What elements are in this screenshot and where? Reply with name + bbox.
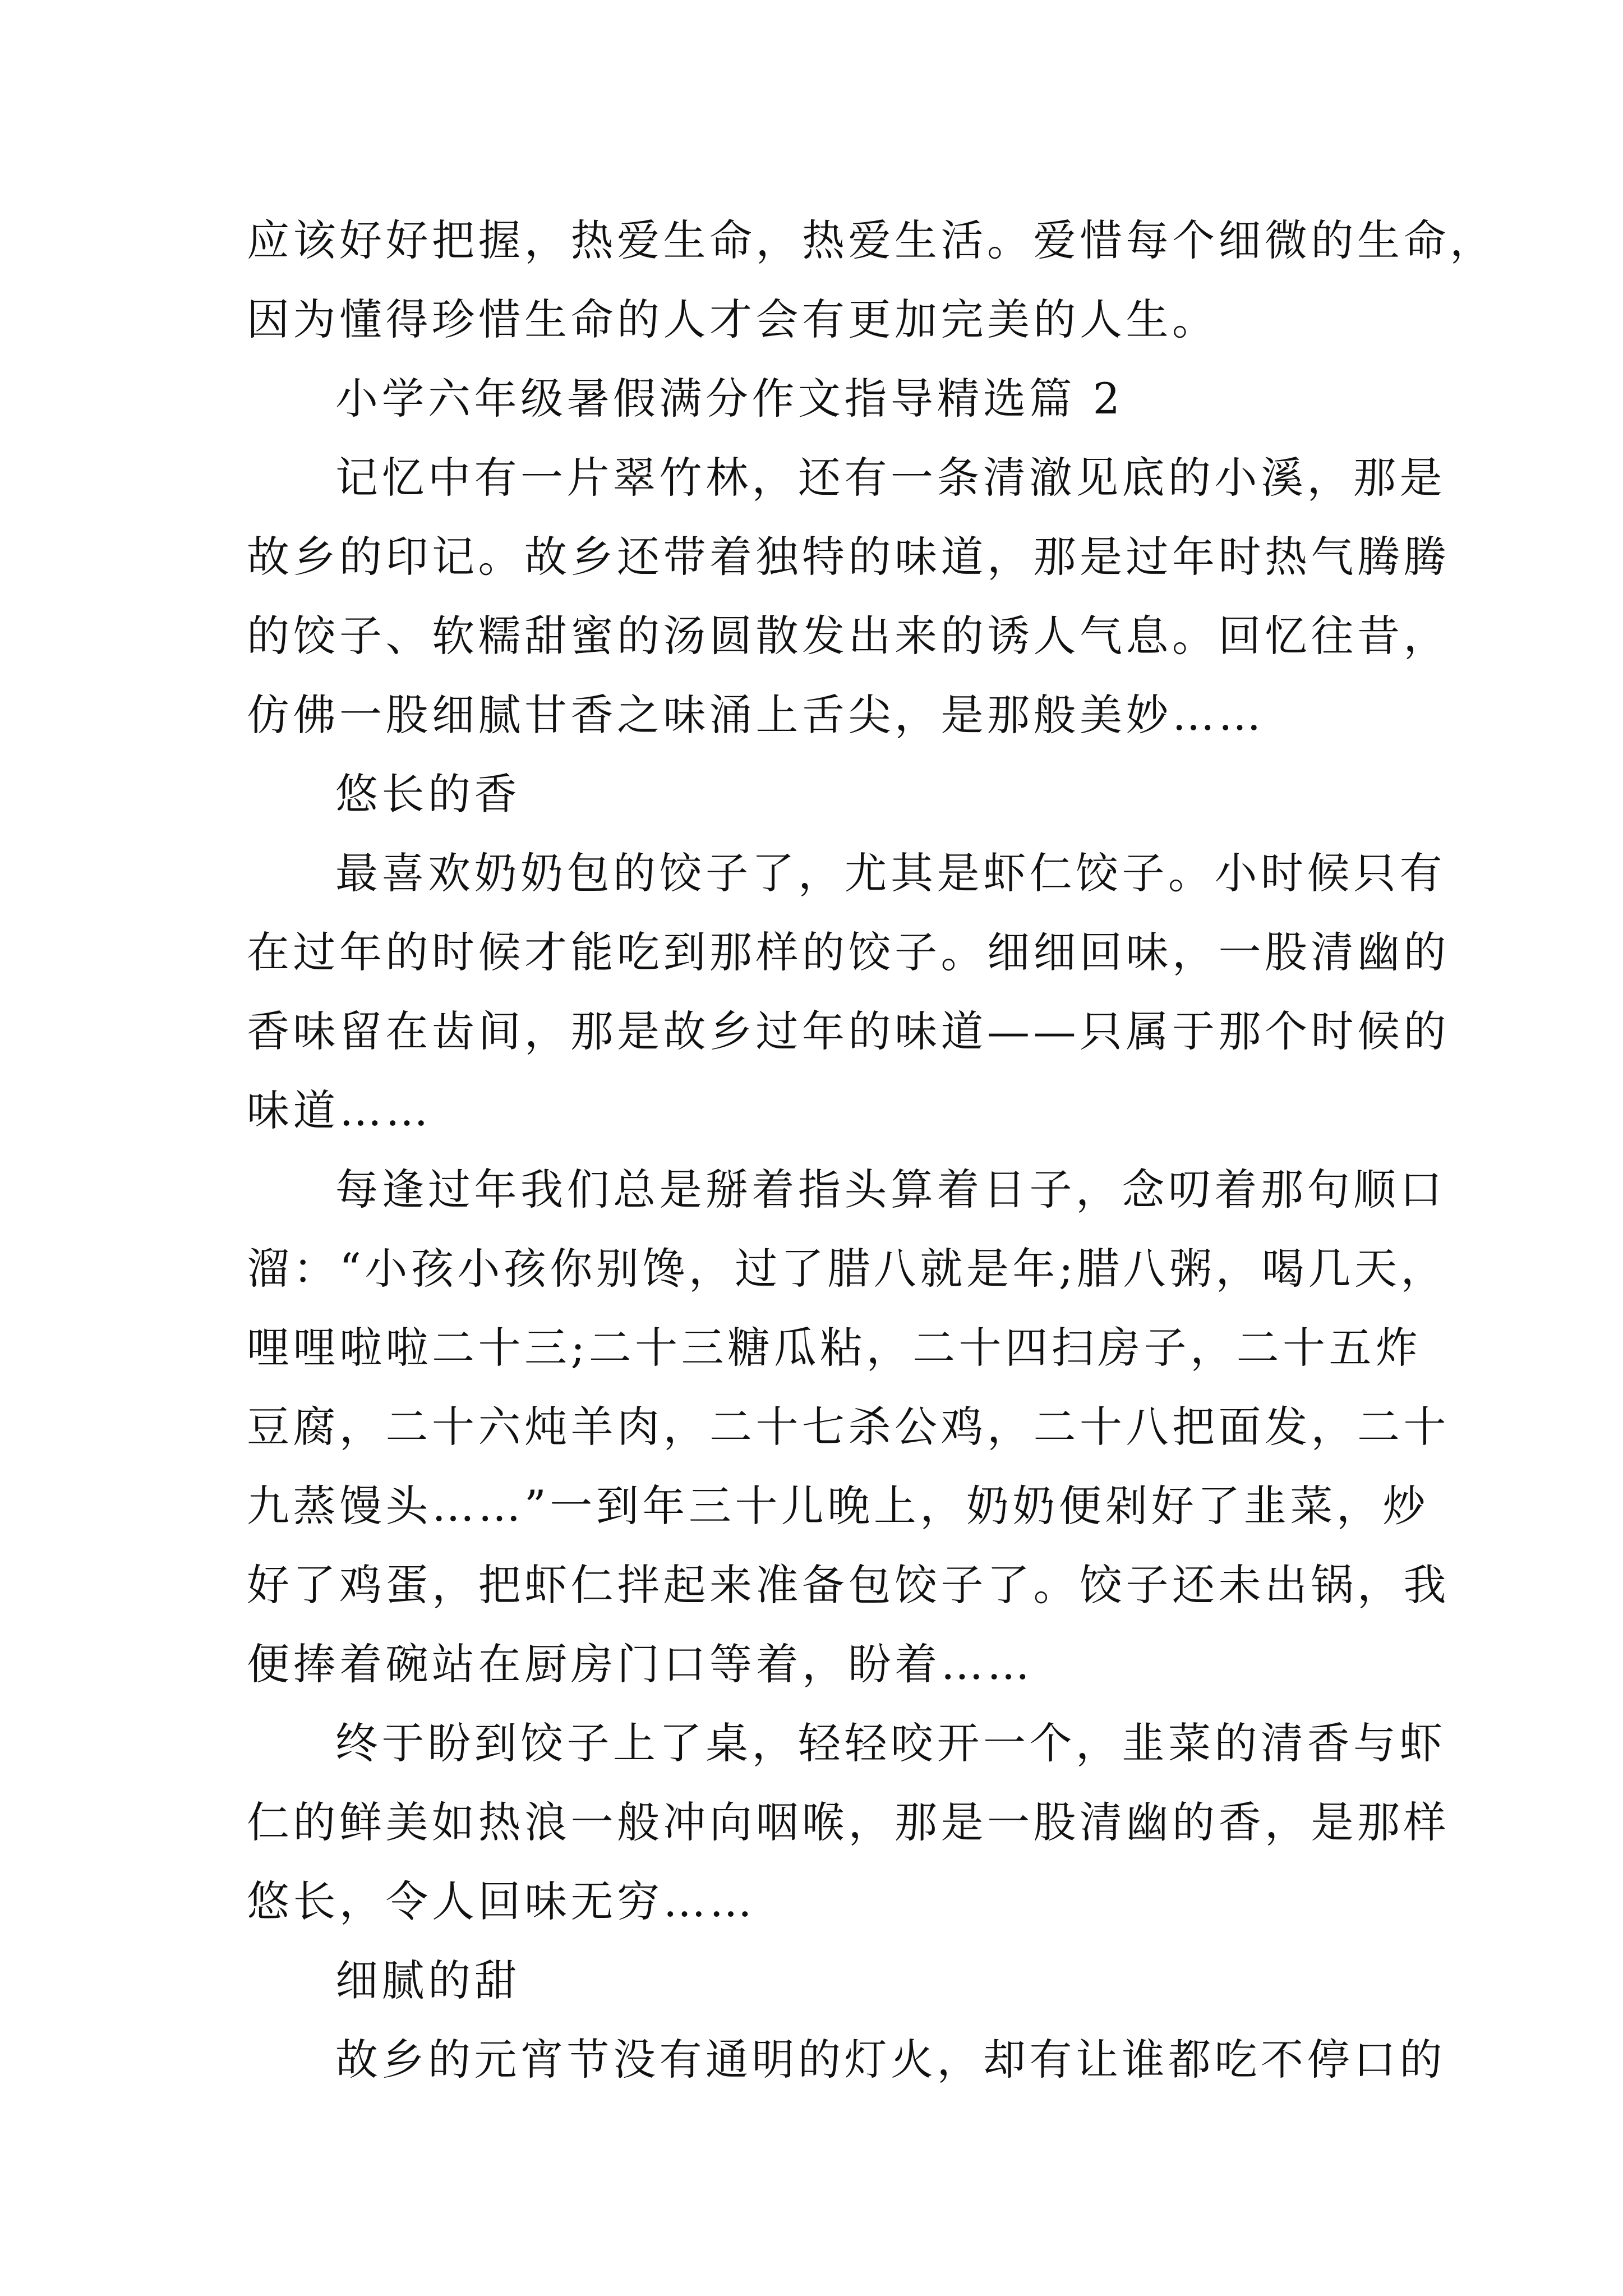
text-line: 终于盼到饺子上了桌，轻轻咬开一个，韭菜的清香与虾: [335, 1718, 1446, 1768]
text-line: 九蒸馒头……”一到年三十儿晚上，奶奶便剁好了韭菜，炒: [247, 1481, 1429, 1531]
text-line: 仁的鲜美如热浪一般冲向咽喉，那是一股清幽的香，是那样: [247, 1797, 1450, 1847]
subheading: 细腻的甜: [335, 1955, 520, 2005]
text-line: 在过年的时候才能吃到那样的饺子。细细回味，一股清幽的: [247, 927, 1450, 977]
text-line: 悠长，令人回味无穷……: [247, 1876, 756, 1926]
text-line: 记忆中有一片翠竹林，还有一条清澈见底的小溪，那是: [335, 453, 1446, 503]
text-line: 应该好好把握，热爱生命，热爱生活。爱惜每个细微的生命，: [247, 215, 1496, 265]
text-line: 好了鸡蛋，把虾仁拌起来准备包饺子了。饺子还未出锅，我: [247, 1560, 1450, 1610]
text-line: 仿佛一股细腻甘香之味涌上舌尖，是那般美妙……: [247, 690, 1265, 740]
text-line: 最喜欢奶奶包的饺子了，尤其是虾仁饺子。小时候只有: [335, 848, 1446, 898]
text-line: 故乡的元宵节没有通明的灯火，却有让谁都吃不停口的: [335, 2035, 1446, 2085]
text-line: 豆腐，二十六炖羊肉，二十七杀公鸡，二十八把面发，二十: [247, 1402, 1450, 1452]
text-line: 溜：“小孩小孩你别馋，过了腊八就是年;腊八粥，喝几天，: [247, 1244, 1447, 1294]
subheading: 悠长的香: [335, 769, 520, 819]
section-heading: 小学六年级暑假满分作文指导精选篇 2: [335, 374, 1124, 424]
text-line: 因为懂得珍惜生命的人才会有更加完美的人生。: [247, 295, 1219, 344]
text-line: 哩哩啦啦二十三;二十三糖瓜粘，二十四扫房子，二十五炸: [247, 1323, 1422, 1373]
text-line: 味道……: [247, 1085, 432, 1135]
text-line: 便捧着碗站在厨房门口等着，盼着……: [247, 1639, 1034, 1689]
text-line: 故乡的印记。故乡还带着独特的味道，那是过年时热气腾腾: [247, 532, 1450, 582]
text-line: 的饺子、软糯甜蜜的汤圆散发出来的诱人气息。回忆往昔，: [247, 611, 1450, 661]
text-line: 每逢过年我们总是掰着指头算着日子，念叨着那句顺口: [335, 1165, 1446, 1214]
text-line: 香味留在齿间，那是故乡过年的味道——只属于那个时候的: [247, 1006, 1450, 1056]
